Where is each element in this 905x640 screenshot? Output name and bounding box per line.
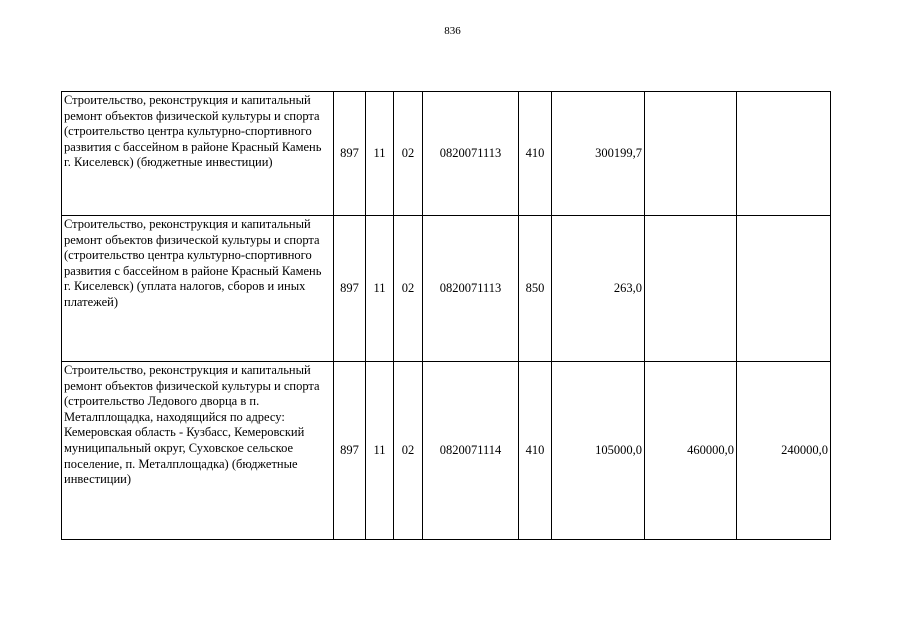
cell-ministry-code: 897 <box>334 362 366 540</box>
cell-amount-2: 460000,0 <box>645 362 737 540</box>
cell-amount-2 <box>645 216 737 362</box>
cell-target-article: 0820071113 <box>423 92 519 216</box>
cell-ministry-code: 897 <box>334 216 366 362</box>
cell-ministry-code: 897 <box>334 92 366 216</box>
cell-subsection-code: 02 <box>394 362 423 540</box>
cell-subsection-code: 02 <box>394 216 423 362</box>
cell-amount-1: 105000,0 <box>552 362 645 540</box>
cell-amount-2 <box>645 92 737 216</box>
cell-section-code: 11 <box>366 362 394 540</box>
cell-description: Строительство, реконструкция и капитальный ремонт объектов физической культуры и спорта (строительство центра культурно-спортивного развития с бассейном в районе Красный Камень г. Киселевск) (бюджетные инвестиции) <box>62 92 334 216</box>
cell-amount-3 <box>737 216 831 362</box>
cell-expense-type: 410 <box>519 362 552 540</box>
table-row <box>62 216 831 362</box>
cell-amount-1: 300199,7 <box>552 92 645 216</box>
table-row <box>62 362 831 540</box>
cell-amount-3: 240000,0 <box>737 362 831 540</box>
budget-table <box>61 91 831 540</box>
cell-description: Строительство, реконструкция и капитальный ремонт объектов физической культуры и спорта (строительство центра культурно-спортивного развития с бассейном в районе Красный Камень г. Киселевск) (уплата налогов, сборов и иных платежей) <box>62 216 334 362</box>
cell-target-article: 0820071114 <box>423 362 519 540</box>
table-row <box>62 92 831 216</box>
cell-description: Строительство, реконструкция и капитальный ремонт объектов физической культуры и спорта (строительство Ледового дворца в п. Металплощадка, находящийся по адресу: Кемеровская область - Кузбасс, Кемеровский муниципальный округ, Суховское сельское поселение, п. Металплощадка) (бюджетные инвестиции) <box>62 362 334 540</box>
page-number: 836 <box>444 25 461 37</box>
cell-expense-type: 850 <box>519 216 552 362</box>
cell-expense-type: 410 <box>519 92 552 216</box>
cell-amount-1: 263,0 <box>552 216 645 362</box>
cell-amount-3 <box>737 92 831 216</box>
cell-subsection-code: 02 <box>394 92 423 216</box>
cell-section-code: 11 <box>366 92 394 216</box>
cell-target-article: 0820071113 <box>423 216 519 362</box>
cell-section-code: 11 <box>366 216 394 362</box>
